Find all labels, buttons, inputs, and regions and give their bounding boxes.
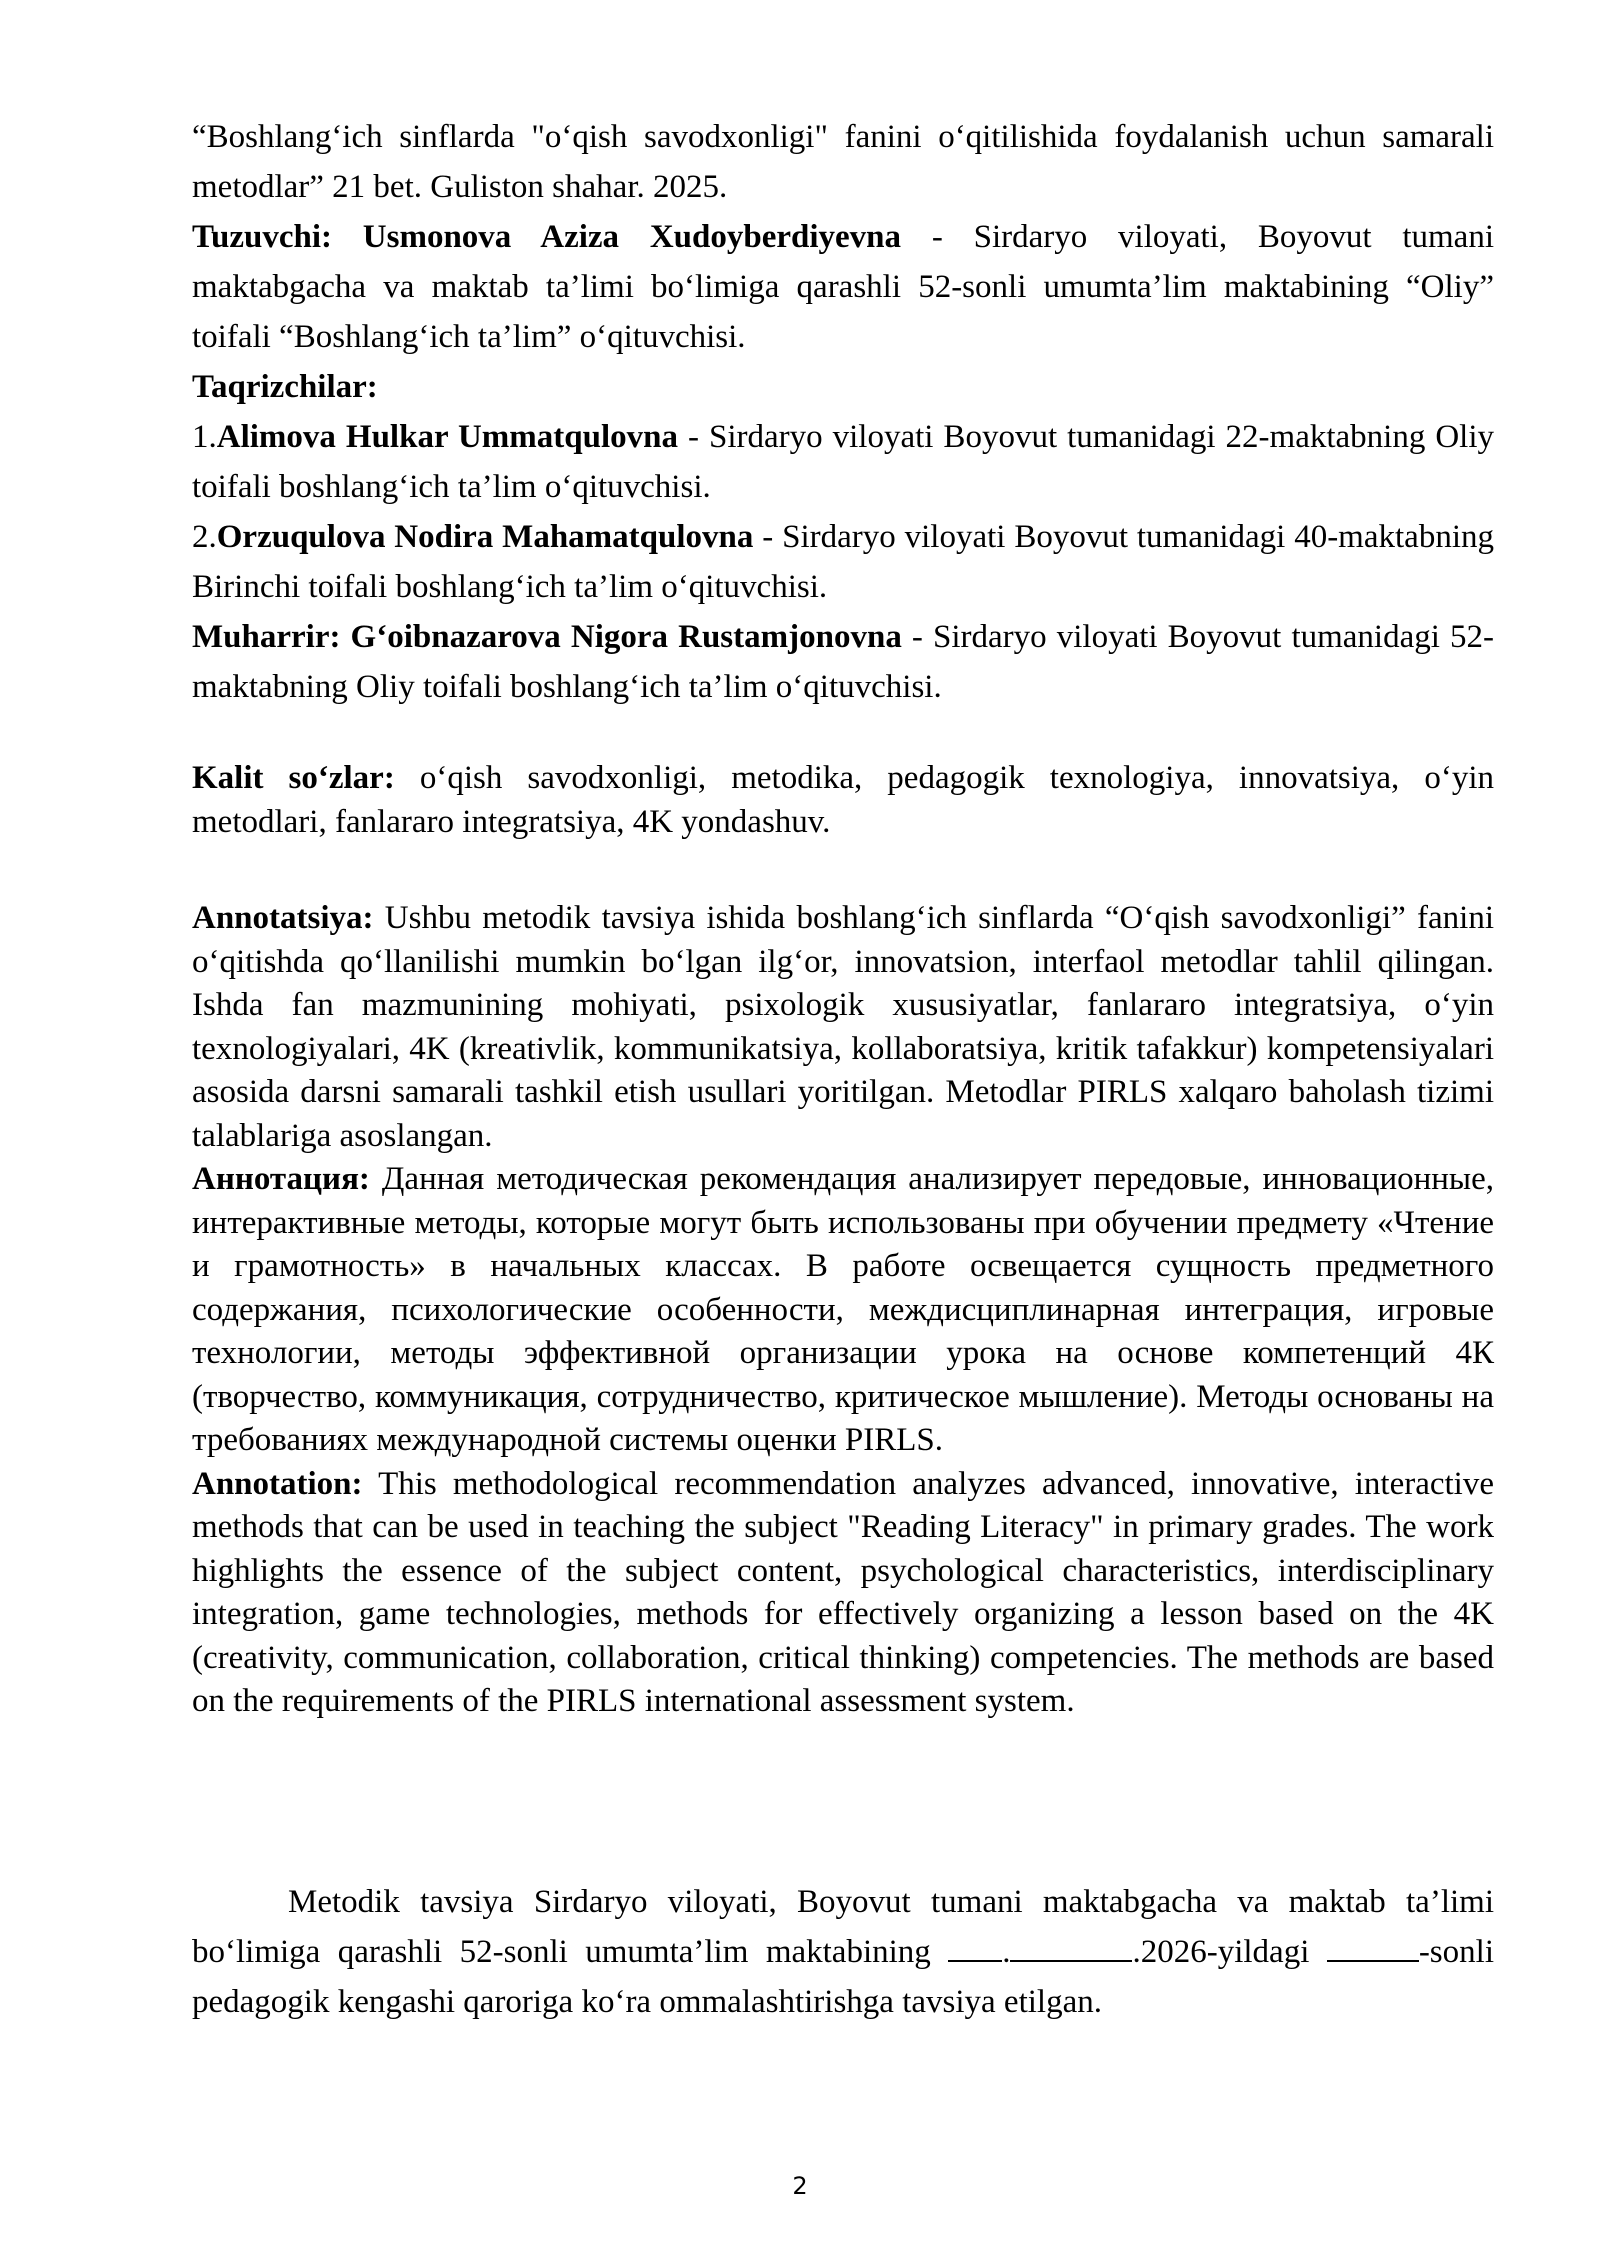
recommendation-section	[192, 1877, 1494, 2027]
reviewer-2	[192, 512, 1494, 612]
recommendation-part2: .2026-yildagi	[1132, 1934, 1327, 1970]
annotation-uz	[192, 897, 1494, 1158]
annotation-ru-text: Данная методическая рекомендация анализирует передовые, инновационные, интерактивные методы, которые могут быть использованы при обучении предмету «Чтение и грамотность» в начальных классах. В работе освещается сущность предметного содержания, психологические особенности, междисциплинарная интеграция, игровые технологии, методы эффективной организации урока на основе компетенций 4К (творчество, коммуникация, сотрудничество, критическое мышление). Методы основаны на требованиях международной системы оценки PIRLS.	[192, 1161, 1494, 1458]
recommendation-separator: .	[1002, 1934, 1011, 1970]
compiler-label: Tuzuvchi: Usmonova Aziza Xudoyberdiyevna	[192, 219, 902, 255]
keywords-text: o‘qish savodxonligi, metodika, pedagogik texnologiya, innovatsiya, o‘yin metodlari, fanlararo integratsiya, 4K yondashuv.	[192, 760, 1494, 840]
annotation-uz-label: Annotatsiya:	[192, 900, 374, 936]
recommendation-part3: -sonli pedagogik kengashi qaroriga ko‘ra ommalashtirishga tavsiya etilgan.	[192, 1934, 1494, 2020]
annotation-ru-label: Аннотация:	[192, 1161, 370, 1197]
page-number: 2	[792, 2172, 808, 2200]
annotation-en-label: Annotation:	[192, 1465, 363, 1502]
editor-text: - Sirdaryo viloyati Boyovut tumanidagi 52-maktabning Oliy toifali boshlang‘ich ta’lim o‘qituvchisi.	[192, 619, 1495, 705]
reviewer-2-name: Orzuqulova Nodira Mahamatqulovna	[216, 519, 754, 555]
compiler-entry	[192, 212, 1494, 362]
reviewer-1-text: - Sirdaryo viloyati Boyovut tumanidagi 22-maktabning Oliy toifali boshlang‘ich ta’lim o‘qituvchisi.	[192, 419, 1495, 505]
citation: “Boshlang‘ich sinflarda "o‘qish savodxonligi" fanini o‘qitilishida foydalanish uchun samarali metodlar” 21 bet. Guliston shahar. 2025.	[192, 119, 1494, 205]
annotation-ru	[192, 1158, 1494, 1463]
keywords	[192, 757, 1494, 844]
recommendation-part1: Metodik tavsiya Sirdaryo viloyati, Boyovut tumani maktabgacha va maktab ta’limi bo‘limiga qarashli 52-sonli umumta’lim maktabining	[192, 1884, 1494, 1970]
decision-number-blank	[1327, 1932, 1419, 1962]
annotations-section	[192, 897, 1494, 1724]
annotation-en-text: This methodological recommendation analyzes advanced, innovative, interactive methods that can be used in teaching the subject "Reading Literacy" in primary grades. The work highlights the essence of the subject content, psychological characteristics, interdisciplinary integration, game technologies, methods for effectively organizing a lesson based on the 4K (creativity, communication, collaboration, critical thinking) competencies. The methods are based on the requirements of the PIRLS international assessment system.	[192, 1465, 1494, 1719]
reviewer-1-name: Alimova Hulkar Ummatqulovna	[216, 419, 679, 455]
reviewer-2-number: 2.	[192, 519, 217, 555]
compiler-text: - Sirdaryo viloyati, Boyovut tumani maktabgacha va maktab ta’limi bo‘limiga qarashli 52-sonli umumta’lim maktabining “Oliy” toifali “Boshlang‘ich ta’lim” o‘qituvchisi.	[192, 219, 1495, 355]
reviewers-heading: Taqrizchilar:	[192, 369, 378, 405]
editor-entry	[192, 612, 1494, 712]
reviewer-2-text: - Sirdaryo viloyati Boyovut tumanidagi 40-maktabning Birinchi toifali boshlang‘ich ta’lim o‘qituvchisi.	[192, 519, 1494, 605]
annotation-uz-text: Ushbu metodik tavsiya ishida boshlang‘ich sinflarda “O‘qish savodxonligi” fanini o‘qitishda qo‘llanilishi mumkin bo‘lgan ilg‘or, innovatsion, interfaol metodlar tahlil qilingan. Ishda fan mazmunining mohiyati, psixologik xususiyatlar, fanlararo integratsiya, o‘yin texnologiyalari, 4K (kreativlik, kommunikatsiya, kollaboratsiya, kritik tafakkur) kompetensiyalari asosida darsni samarali tashkil etish usullari yoritilgan. Metodlar PIRLS xalqaro baholash tizimi talablariga asoslangan.	[192, 900, 1494, 1154]
annotation-en	[192, 1463, 1494, 1724]
keywords-section	[192, 757, 1494, 844]
keywords-label: Kalit so‘zlar:	[192, 760, 395, 796]
recommendation	[192, 1877, 1494, 2027]
session-blank	[948, 1932, 1002, 1962]
reviewer-1-number: 1.	[192, 419, 217, 455]
front-matter	[192, 112, 1494, 712]
editor-label: Muharrir: G‘oibnazarova Nigora Rustamjonovna	[192, 619, 902, 655]
reviewer-1	[192, 412, 1494, 512]
date-blank	[1010, 1932, 1132, 1962]
